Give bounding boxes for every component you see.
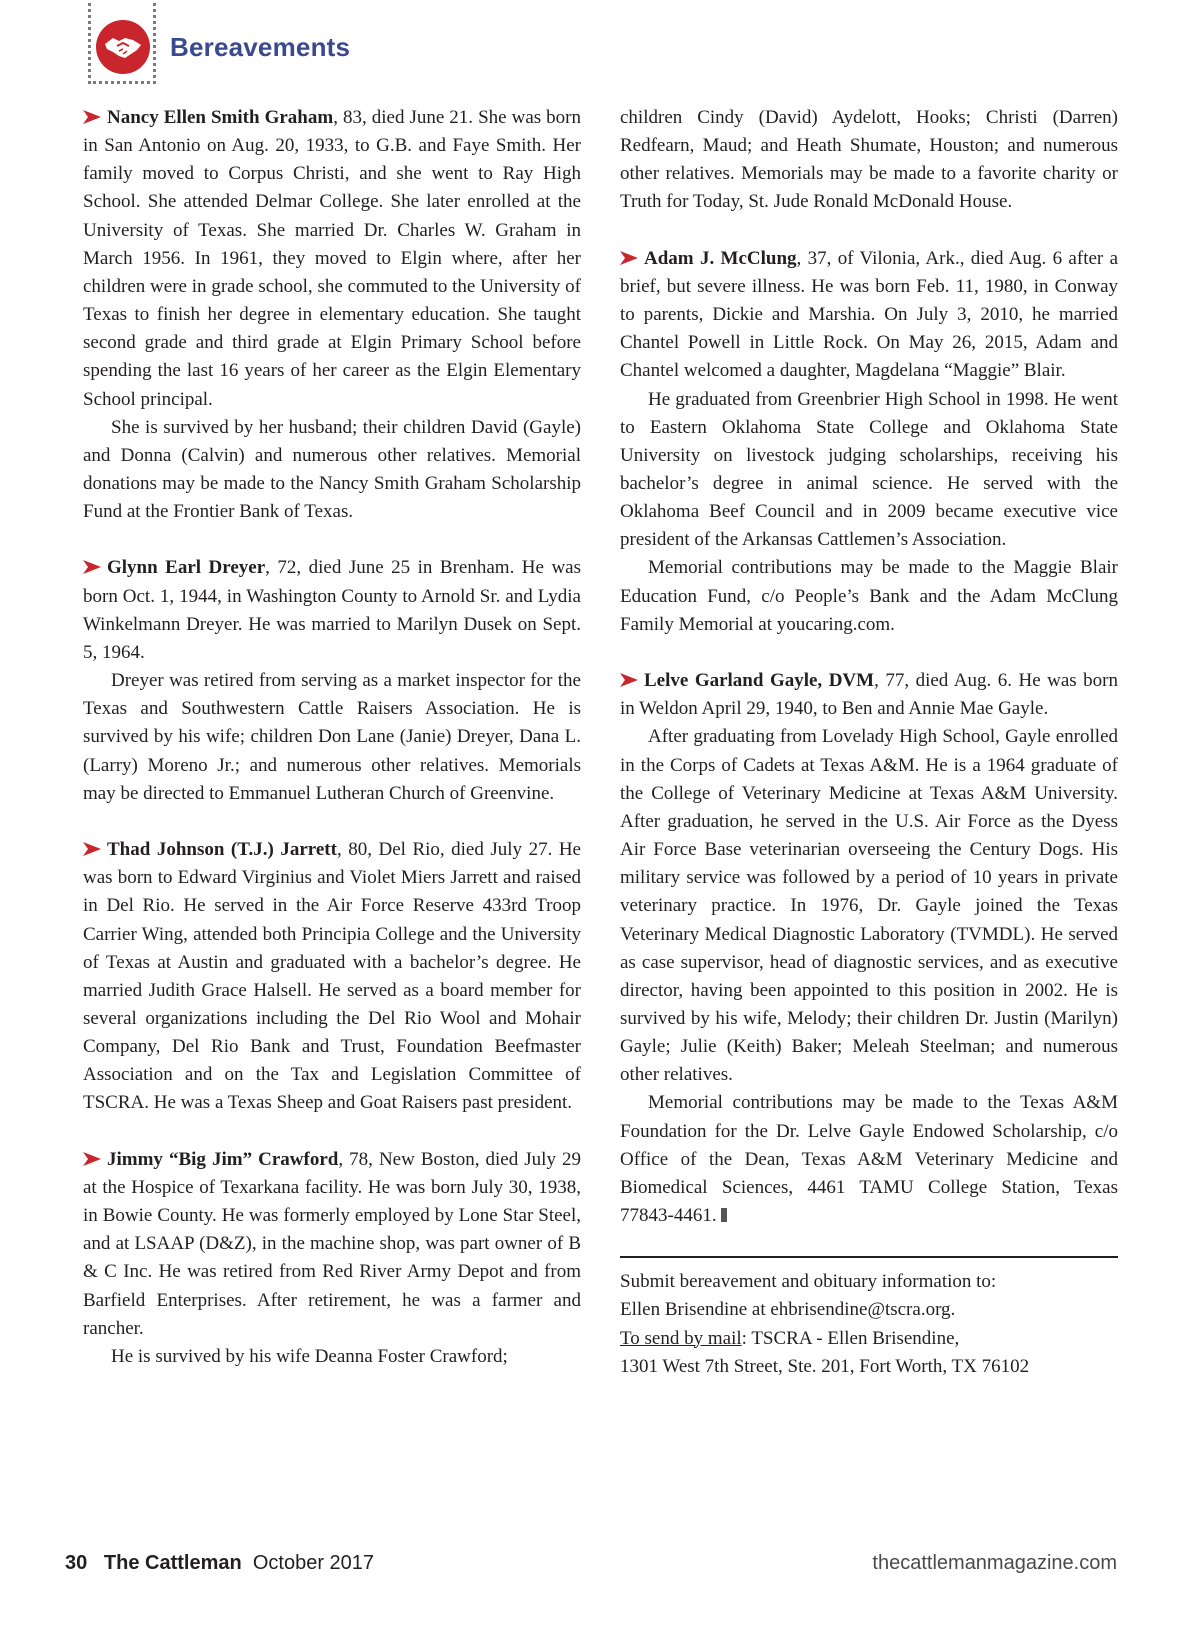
obituary-paragraph-continued: children Cindy (David) Aydelott, Hooks; Christi (Darren) Redfearn, Maud; and Heath Shumate, Houston; and numerous other relatives. Memorials may be made to a favorite charity or Truth for Today, St. Jude Ronald McDonald House. xyxy=(620,107,1118,213)
mail-label: To send by mail xyxy=(620,1327,742,1349)
obituary-paragraph: She is survived by her husband; their children David (Gayle) and Donna (Calvin) and numerous other relatives. Memorial donations may be made to the Nancy Smith Graham Scholarship Fund at the Frontier Bank of Texas. xyxy=(83,416,581,523)
handshake-icon xyxy=(96,20,150,74)
left-column xyxy=(83,104,581,1371)
section-title: Bereavements xyxy=(170,32,351,62)
website: thecattlemanmagazine.com xyxy=(872,1552,1117,1574)
obituary-jarrett xyxy=(83,836,581,1118)
obituary-paragraph: He graduated from Greenbrier High School in 1998. He went to Eastern Oklahoma State College and Oklahoma State University on livestock judging scholarships, receiving his bachelor’s degree in animal science. He served with the Oklahoma Beef Council and in 2009 became executive vice president of the Arkansas Cattlemen’s Association. xyxy=(620,388,1118,551)
page-number: 30 xyxy=(65,1552,88,1574)
page-footer xyxy=(65,1552,1117,1582)
arrow-bullet-icon xyxy=(620,673,638,687)
arrow-bullet-icon xyxy=(83,560,101,574)
end-mark-icon xyxy=(721,1208,727,1222)
right-column xyxy=(620,104,1118,1381)
issue-date: October 2017 xyxy=(252,1552,375,1574)
divider xyxy=(620,1256,1118,1258)
obituary-paragraph: Dreyer was retired from serving as a market inspector for the Texas and Southwestern Cattle Raisers Association. He is survived by his wife; children Don Lane (Janie) Dreyer, Dana L. (Larry) Moreno Jr.; and numerous other relatives. Memorials may be directed to Emmanuel Lutheran Church of Greenvine. xyxy=(83,670,581,804)
submit-info xyxy=(620,1268,1118,1381)
obituary-name: Jimmy “Big Jim” Crawford xyxy=(107,1148,339,1170)
footer-left xyxy=(65,1552,374,1575)
obituary-text: , 83, died June 21. She was born in San Antonio on Aug. 20, 1933, to G.B. and Faye Smith. Her family moved to Corpus Christi, and she went to Ray High School. She attended Delmar College. She later enrolled at the University of Texas. She married Dr. Charles W. Graham in March 1956. In 1961, they moved to Elgin where, after her children were in grade school, she commuted to the University of Texas to finish her degree in elementary education. She taught second grade and third grade at Elgin Primary School before spending the last 16 years of her career as the Elgin Elementary School principal. xyxy=(83,107,581,410)
obituary-text: , 72, died June 25 in Brenham. He was born Oct. 1, 1944, in Washington County to Arnold Sr. and Lydia Winkelmann Dreyer. He was married to Marilyn Dusek on Sept. 5, 1964. xyxy=(83,557,581,663)
obituary-graham xyxy=(83,104,581,414)
spacer xyxy=(620,639,1118,667)
obituary-paragraph: After graduating from Lovelady High School, Gayle enrolled in the Corps of Cadets at Texas A&M. He is a 1964 graduate of the College of Veterinary Medicine at Texas A&M University. After graduation, he served in the U.S. Air Force as the Dyess Air Force Base veterinarian overseeing the Century Dogs. His military service was followed by a period of 10 years in private veterinary practice. In 1976, Dr. Gayle joined the Texas Veterinary Medical Diagnostic Laboratory (TVMDL). He served as case supervisor, head of diagnostic services, and as executive director, having been appointed to this position in 2002. He is survived by his wife, Melody; their children Dr. Justin (Marilyn) Gayle; Julie (Keith) Baker; Meleah Steelman; and numerous other relatives. xyxy=(620,726,1118,1086)
arrow-bullet-icon xyxy=(83,842,101,856)
obituary-paragraph: He is survived by his wife Deanna Foster Crawford; xyxy=(111,1345,508,1367)
mail-text: : TSCRA - Ellen Brisendine, xyxy=(741,1327,960,1349)
obituary-mcclung xyxy=(620,245,1118,386)
obituary-crawford xyxy=(83,1146,581,1343)
spacer xyxy=(620,217,1118,245)
obituary-dreyer xyxy=(83,554,581,667)
obituary-paragraph: Memorial contributions may be made to the Maggie Blair Education Fund, c/o People’s Bank and the Adam McClung Family Memorial at youcaring.com. xyxy=(620,557,1118,635)
submit-line: Ellen Brisendine at ehbrisendine@tscra.org. xyxy=(620,1299,956,1321)
submit-line: Submit bereavement and obituary information to: xyxy=(620,1271,997,1293)
obituary-name: Adam J. McClung xyxy=(644,247,797,269)
arrow-bullet-icon xyxy=(620,251,638,265)
obituary-name: Nancy Ellen Smith Graham xyxy=(107,107,334,128)
obituary-paragraph xyxy=(620,1089,1118,1230)
spacer xyxy=(83,808,581,836)
obituary-gayle xyxy=(620,667,1118,723)
spacer xyxy=(83,526,581,554)
obituary-name: Glynn Earl Dreyer xyxy=(107,557,266,579)
magazine-name: The Cattleman xyxy=(103,1552,242,1574)
obituary-name: Thad Johnson (T.J.) Jarrett xyxy=(107,839,337,861)
spacer xyxy=(83,1118,581,1146)
obituary-text: , 37, of Vilonia, Ark., died Aug. 6 after a brief, but severe illness. He was born Feb. 11, 1980, in Conway to parents, Dickie and Marshia. On July 3, 2010, he married Chantel Powell in Little Rock. On May 26, 2015, Adam and Chantel welcomed a daughter, Magdelana “Maggie” Blair. xyxy=(620,247,1119,382)
obituary-text: , 77, died Aug. 6. He was born in Weldon April 29, 1940, to Ben and Annie Mae Gayle. xyxy=(620,670,1119,720)
obituary-text: Memorial contributions may be made to the Texas A&M Foundation for the Dr. Lelve Gayle Endowed Scholarship, c/o Office of the Dean, Texas A&M Veterinary Medicine and Biomedical Sciences, 4461 TAMU College Station, Texas 77843-4461. xyxy=(620,1092,1118,1227)
obituary-text: , 78, New Boston, died July 29 at the Hospice of Texarkana facility. He was born July 30, 1938, in Bowie County. He was formerly employed by Lone Star Steel, and at LSAAP (D&Z), in the machine shop, was part owner of B & C Inc. He was retired from Red River Army Depot and from Barfield Enterprises. After retirement, he was a farmer and rancher. xyxy=(83,1148,581,1339)
arrow-bullet-icon xyxy=(83,1152,101,1166)
obituary-text: , 80, Del Rio, died July 27. He was born to Edward Virginius and Violet Miers Jarrett and raised in Del Rio. He served in the Air Force Reserve 433rd Troop Carrier Wing, attended both Principia College and the University of Texas at Austin and graduated with a bachelor’s degree. He married Judith Grace Halsell. He served as a board member for several organizations including the Del Rio Wool and Mohair Company, Del Rio Bank and Trust, Foundation Beefmaster Association and on the Tax and Legislation Committee of TSCRA. He was a Texas Sheep and Goat Raisers past president. xyxy=(83,839,581,1114)
arrow-bullet-icon xyxy=(83,110,101,124)
submit-line xyxy=(620,1325,1118,1353)
obituary-name: Lelve Garland Gayle, DVM xyxy=(644,670,875,692)
submit-line: 1301 West 7th Street, Ste. 201, Fort Worth, TX 76102 xyxy=(620,1355,1030,1377)
